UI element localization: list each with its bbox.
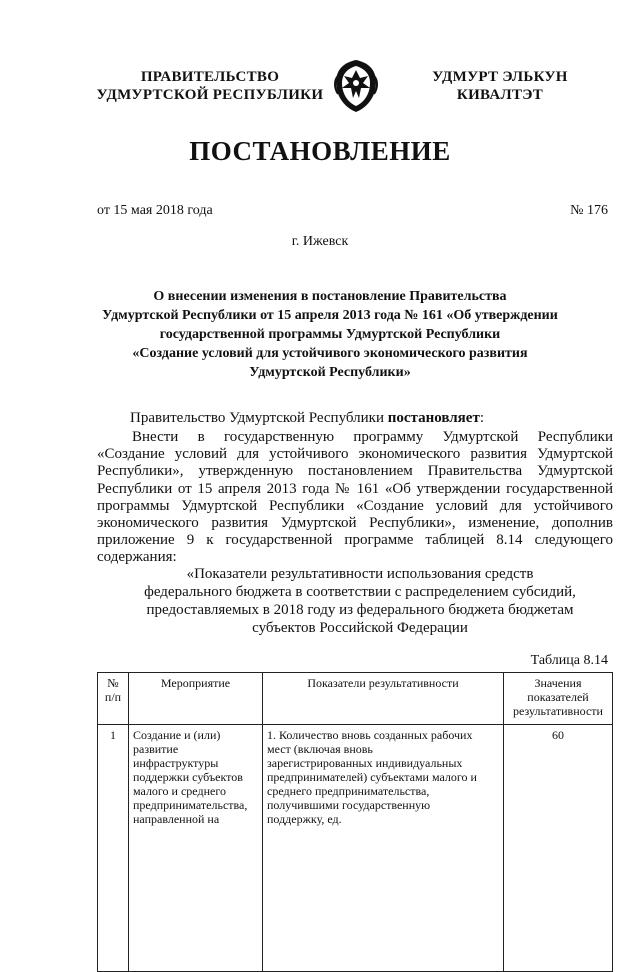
- resolution-intro: [130, 410, 484, 427]
- body-line: Внести в государственную программу Удмуртской Республики: [132, 429, 613, 445]
- body-line: содержания:: [97, 549, 177, 566]
- table-row: [98, 725, 613, 972]
- resolution-body: [97, 429, 613, 567]
- caption-line: субъектов Российской Федерации: [252, 620, 468, 636]
- government-name-udmurt-line-1: УДМУРТ ЭЛЬКУН: [432, 69, 568, 85]
- row-value: 60: [504, 725, 613, 972]
- intro-suffix: :: [479, 410, 484, 426]
- subject-line: государственной программы Удмуртской Республики: [159, 327, 501, 342]
- body-line: Республики», утвержденную постановлением Правительства Удмуртской: [97, 463, 613, 480]
- document-date: от 15 мая 2018 года: [97, 203, 213, 218]
- government-name-line-1: ПРАВИТЕЛЬСТВО: [140, 69, 280, 85]
- header-indicators: Показатели результативности: [263, 673, 504, 725]
- header-activity: Мероприятие: [129, 673, 263, 725]
- body-line: программы Удмуртской Республики «Создание условий для устойчивого: [97, 497, 613, 514]
- body-line: «Создание условий для устойчивого экономического развития Удмуртской: [97, 446, 613, 463]
- body-line: экономического развития Удмуртской Республики», изменение, дополнив: [97, 514, 613, 531]
- document-city: г. Ижевск: [291, 234, 349, 249]
- caption-line: федерального бюджета в соответствии с распределением субсидий,: [144, 584, 576, 600]
- government-name-udmurt-line-2: КИВАЛТЭТ: [456, 87, 544, 103]
- table-label: Таблица 8.14: [530, 653, 608, 668]
- body-line: приложение 9 к государственной программе таблицей 8.14 следующего: [97, 532, 613, 549]
- table-caption: [100, 565, 620, 637]
- indicators-table: [97, 672, 613, 972]
- intro-prefix: Правительство Удмуртской Республики: [130, 410, 388, 426]
- government-name-udmurt: [420, 68, 580, 104]
- intro-keyword: постановляет: [387, 410, 480, 426]
- table-header-row: [98, 673, 613, 725]
- subject-line: Удмуртской Республики»: [249, 365, 411, 380]
- subject-line: «Создание условий для устойчивого экономического развития: [132, 346, 528, 361]
- header-num: № п/п: [98, 673, 129, 725]
- body-line: Республики от 15 апреля 2013 года № 161 «Об утверждении государственной: [97, 480, 613, 497]
- header-values: Значения показателей результативности: [504, 673, 613, 725]
- row-activity: Создание и (или) развитие инфраструктуры поддержки субъектов малого и среднего предпринимательства, направленной на: [129, 725, 263, 972]
- document-number: № 176: [570, 203, 608, 218]
- row-num: 1: [98, 725, 129, 972]
- caption-line: предоставляемых в 2018 году из федерального бюджета бюджетам: [146, 602, 574, 618]
- government-name-russian: [90, 68, 330, 104]
- document-subject: [90, 287, 570, 382]
- document-title: ПОСТАНОВЛЕНИЕ: [189, 136, 451, 166]
- caption-line: «Показатели результативности использования средств: [186, 566, 534, 582]
- subject-line: О внесении изменения в постановление Правительства: [153, 289, 507, 304]
- row-indicator: 1. Количество вновь созданных рабочих мест (включая вновь зарегистрированных индивидуальных предпринимателей) субъектами малого и среднего предпринимательства, получившими государственную поддержку, ед.: [263, 725, 504, 972]
- udmurtia-coat-of-arms-icon: [332, 58, 380, 114]
- subject-line: Удмуртской Республики от 15 апреля 2013 года № 161 «Об утверждении: [102, 308, 558, 323]
- government-name-line-2: УДМУРТСКОЙ РЕСПУБЛИКИ: [96, 87, 324, 103]
